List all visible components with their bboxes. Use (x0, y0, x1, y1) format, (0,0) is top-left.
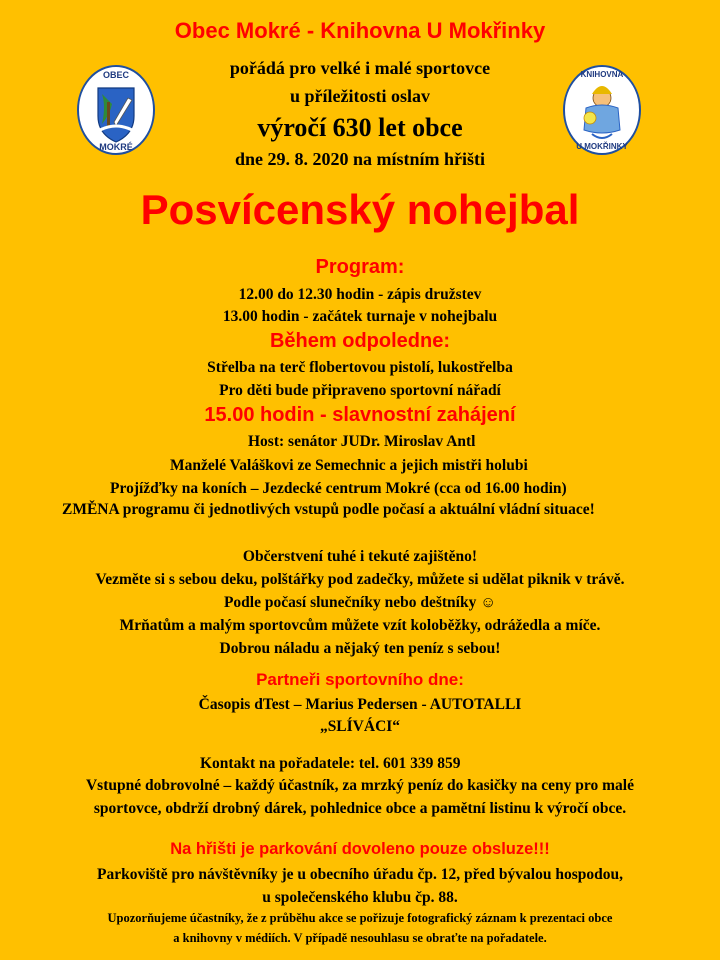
afternoon-heading: Během odpoledne: (269, 330, 450, 352)
parking-item: u společenského klubu čp. 88. (262, 889, 458, 906)
program-item: 13.00 hodin - začátek turnaje v nohejbalu (222, 308, 498, 325)
partners-item: „SLÍVÁCI“ (319, 718, 401, 735)
program-item: 12.00 do 12.30 hodin - zápis družstev (238, 286, 482, 303)
logo-left-top-text: OBEC (102, 70, 129, 80)
anniversary-heading: výročí 630 let obce (257, 113, 463, 142)
info-line: Dobrou náladu a nějaký ten peníz s sebou! (219, 640, 501, 657)
parking-heading: Na hřišti je parkování dovoleno pouze obsluze!!! (170, 840, 550, 858)
program-heading: Program: (315, 256, 405, 278)
header-line-2: u příležitosti oslav (290, 86, 430, 106)
info-line: Mrňatům a malým sportovcům můžete vzít koloběžky, odrážedla a míče. (119, 617, 601, 634)
opening-item: Manželé Valáškovi ze Semechnic a jejich mistři holubi (170, 457, 528, 474)
logo-right-top-text: KNIHOVNA (580, 70, 624, 79)
info-line: Vezměte si s sebou deku, polštářky pod zadečky, můžete si udělat piknik v trávě. (95, 571, 625, 588)
event-title: Posvícenský nohejbal (140, 186, 580, 233)
logo-right-bottom-text: U MOKŘINKY (576, 142, 628, 151)
admission-text: sportovce, obdrží drobný dárek, pohlednice obce a pamětní listinu k výročí obce. (93, 800, 627, 817)
info-line: Občerstvení tuhé i tekuté zajištěno! (242, 548, 478, 565)
organizer-title: Obec Mokré - Knihovna U Mokřinky (174, 18, 546, 43)
photo-notice: a knihovny v médiích. V případě nesouhlasu se obraťte na pořadatele. (173, 931, 547, 945)
event-date-place: dne 29. 8. 2020 na místním hřišti (234, 149, 486, 169)
partners-heading: Partneři sportovního dne: (256, 670, 464, 689)
info-line: Podle počasí slunečníky nebo deštníky ☺ (223, 594, 497, 611)
contact-phone: Kontakt na pořadatele: tel. 601 339 859 (200, 755, 461, 772)
photo-notice: Upozorňujeme účastníky, že z průběhu akce se pořizuje fotografický záznam k prezentaci obce (107, 911, 613, 925)
opening-guest: Host: senátor JUDr. Miroslav Antl (248, 433, 476, 450)
opening-item: Projížďky na koních – Jezdecké centrum Mokré (cca od 16.00 hodin) (110, 480, 567, 497)
logo-left-bottom-text: MOKRÉ (99, 142, 133, 152)
afternoon-item: Střelba na terč flobertovou pistolí, lukostřelba (207, 359, 513, 376)
parking-item: Parkoviště pro návštěvníky je u obecního úřadu čp. 12, před bývalou hospodou, (97, 866, 623, 883)
header-line-1: pořádá pro velké i malé sportovce (229, 58, 491, 78)
admission-text: Vstupné dobrovolné – každý účastník, za mrzký peníz do kasičky na ceny pro malé (85, 777, 634, 794)
opening-heading: 15.00 hodin - slavnostní zahájení (204, 404, 516, 426)
afternoon-item: Pro děti bude připraveno sportovní nářadí (219, 382, 501, 399)
program-change-notice: ZMĚNA programu či jednotlivých vstupů podle počasí a aktuální vládní situace! (62, 501, 595, 518)
partners-item: Časopis dTest – Marius Pedersen - AUTOTALLI (198, 696, 522, 713)
